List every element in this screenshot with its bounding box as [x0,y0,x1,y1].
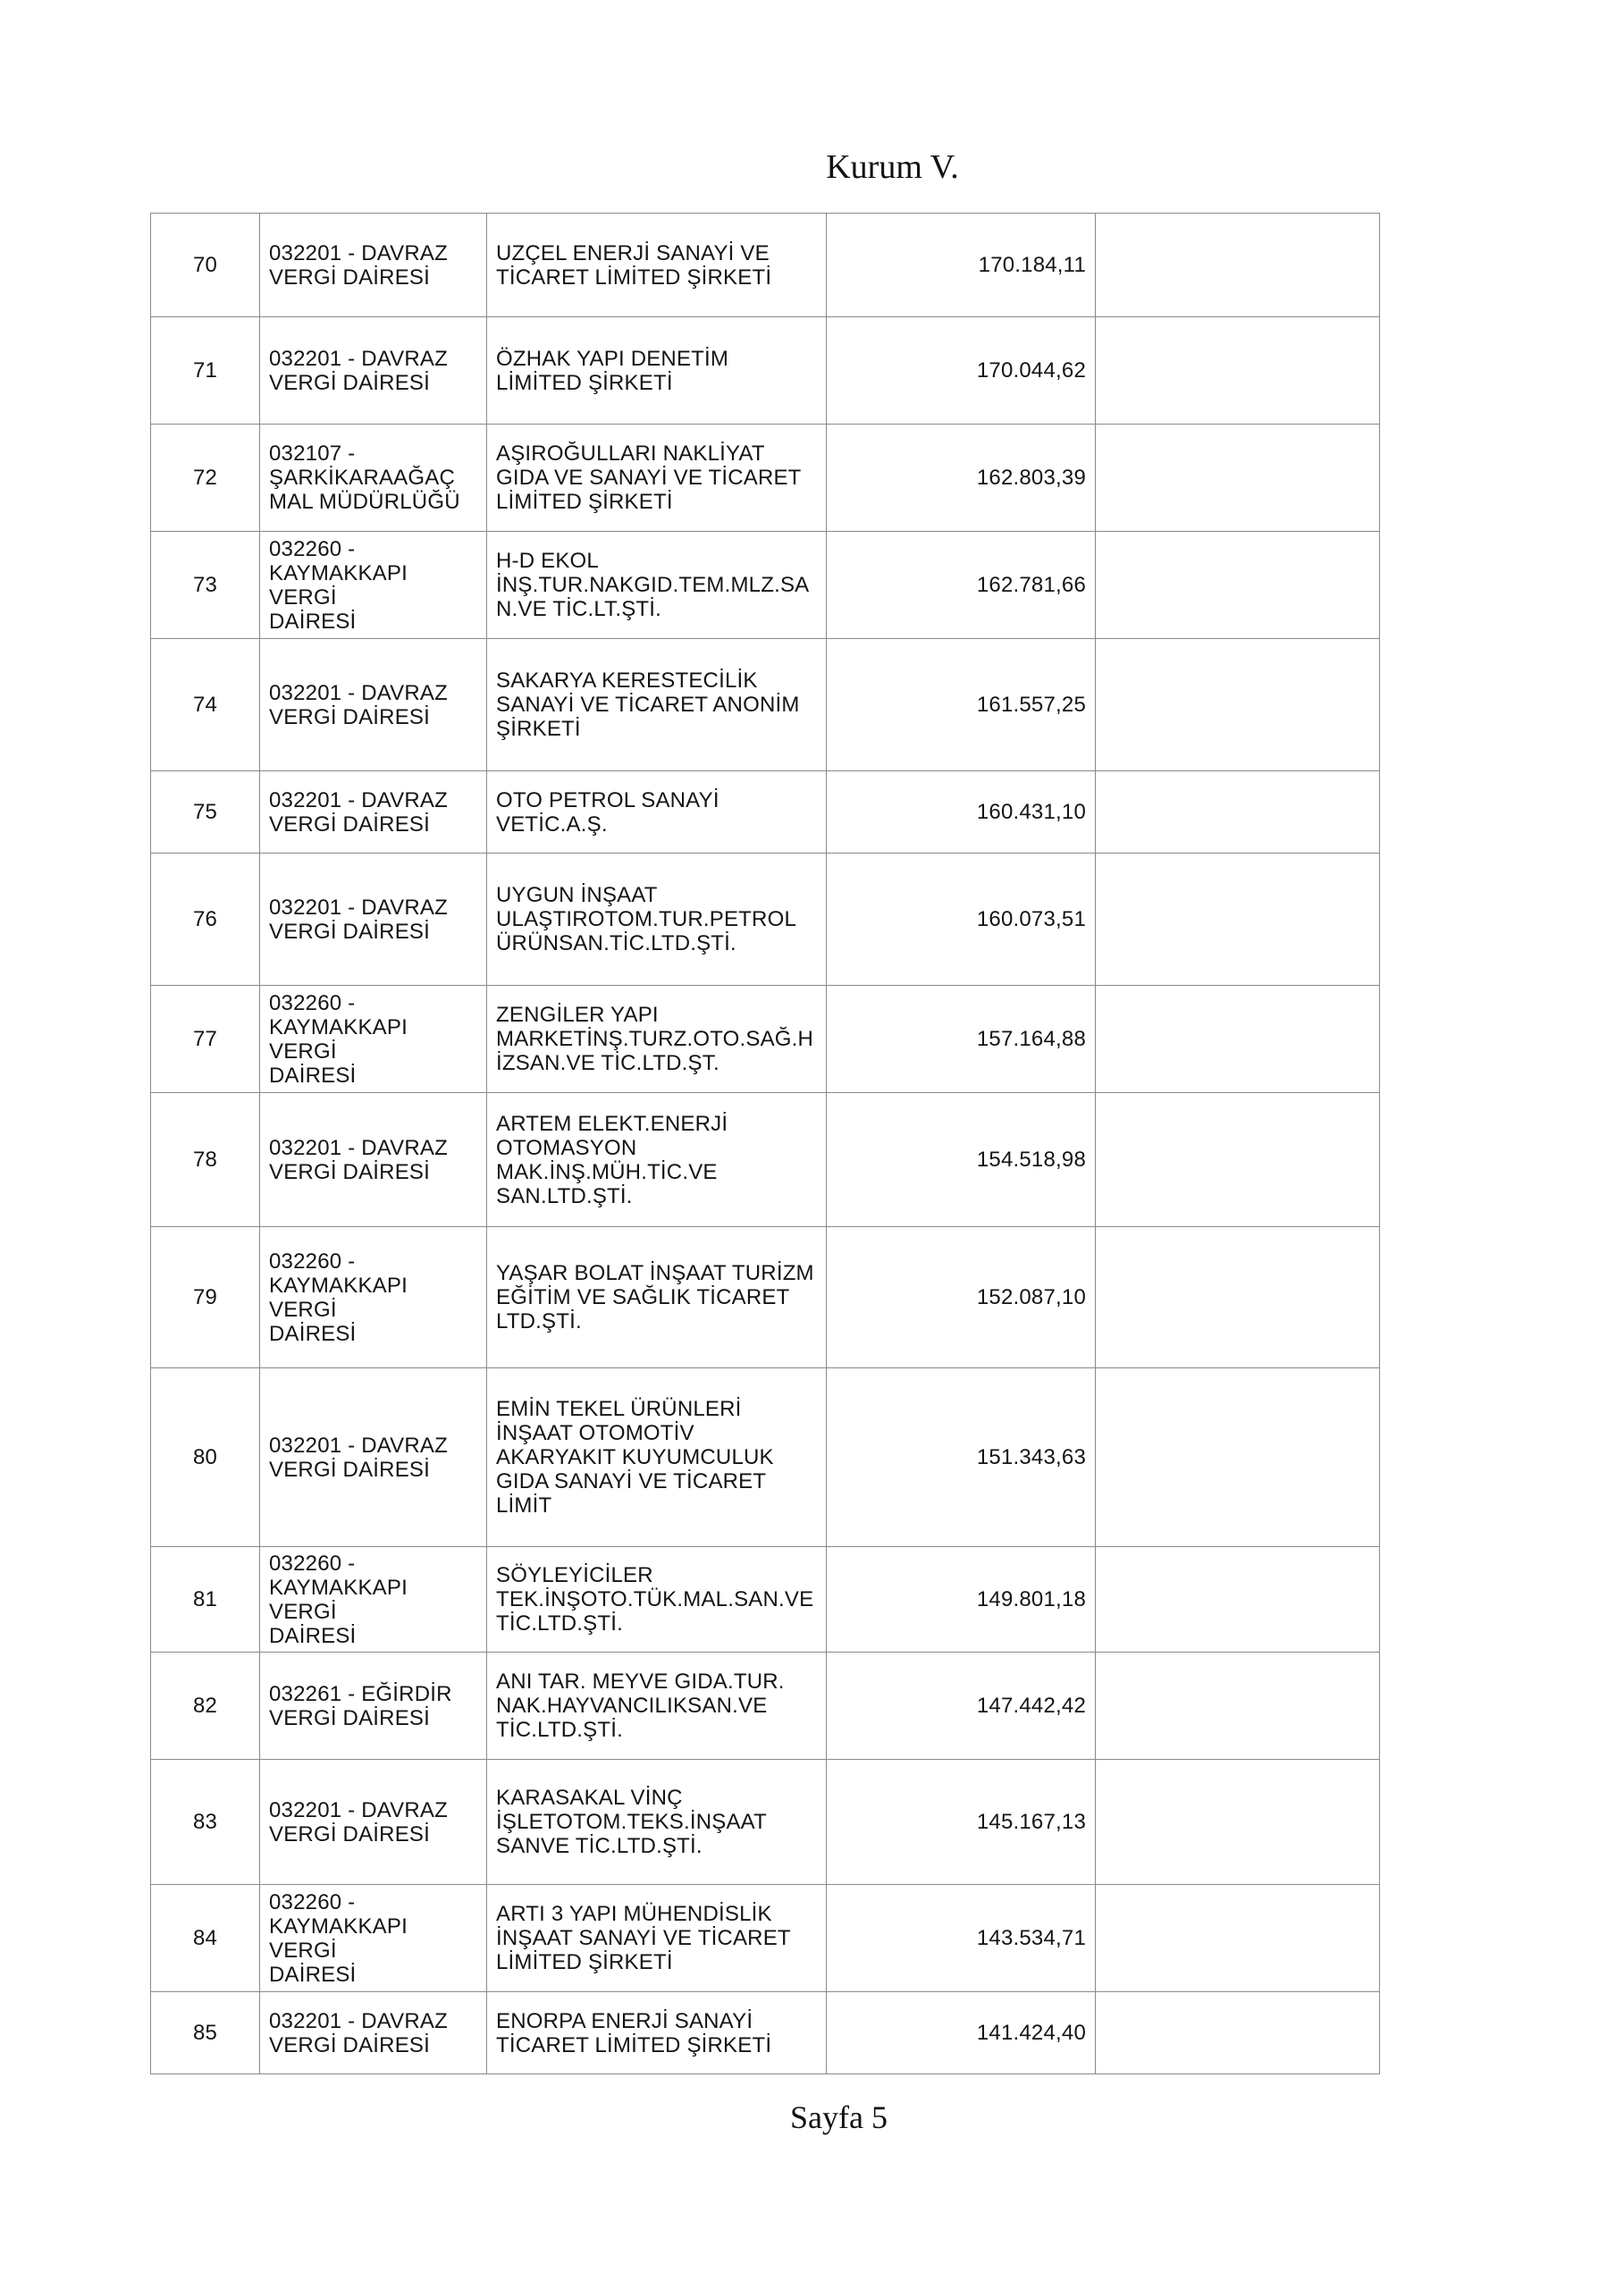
tax-office-line: 032261 - EĞİRDİR [269,1681,452,1706]
amount-cell: 141.424,40 [827,1992,1096,2074]
company-name-line: İNŞ.TUR.NAKGID.TEM.MLZ.SA [496,573,810,597]
company-name-cell [487,214,827,317]
page-footer [0,2099,1624,2136]
tax-office-line: 032260 - [269,1249,356,1274]
company-name-line: ULAŞTIROTOM.TUR.PETROL [496,907,796,931]
table-row [151,986,1380,1093]
tax-office-cell [260,1992,487,2074]
company-name-line: KARASAKAL VİNÇ [496,1786,683,1810]
table-row [151,854,1380,986]
tax-office-line: VERGİ DAİRESİ [269,1457,430,1482]
company-name-cell [487,1368,827,1547]
tax-office-cell [260,214,487,317]
table-row [151,1760,1380,1885]
company-name-line: SANAYİ VE TİCARET ANONİM [496,693,800,717]
table-row [151,214,1380,317]
row-number: 79 [151,1227,260,1368]
tax-office-cell [260,317,487,425]
tax-office-line: DAİRESİ [269,1623,357,1648]
tax-office-line: 032107 - [269,442,356,466]
tax-office-line: VERGİ DAİRESİ [269,919,430,944]
page-header [0,147,1624,187]
table-row [151,532,1380,639]
company-name-line: ŞİRKETİ [496,717,581,741]
tax-office-line: 032260 - [269,1551,356,1576]
tax-office-line: 032201 - DAVRAZ [269,787,448,812]
empty-cell [1096,771,1380,854]
company-name-line: MAK.İNŞ.MÜH.TİC.VE [496,1159,718,1184]
tax-office-line: DAİRESİ [269,1321,357,1346]
company-name-cell [487,532,827,639]
records-body [151,214,1380,2074]
table-row [151,1992,1380,2074]
empty-cell [1096,1885,1380,1992]
tax-office-cell [260,1093,487,1227]
table-row [151,1368,1380,1547]
amount-cell: 147.442,42 [827,1653,1096,1760]
tax-office-line: KAYMAKKAPI VERGİ [269,560,408,610]
company-name-line: AŞIROĞULLARI NAKLİYAT [496,442,765,466]
amount-cell: 145.167,13 [827,1760,1096,1885]
company-name-line: OTOMASYON [496,1135,637,1160]
row-number: 71 [151,317,260,425]
amount-cell: 160.073,51 [827,854,1096,986]
company-name-line: TİC.LTD.ŞTİ. [496,1718,623,1742]
company-name-line: H-D EKOL [496,549,599,573]
tax-office-line: 032201 - DAVRAZ [269,1433,448,1458]
company-name-cell [487,317,827,425]
tax-office-cell [260,425,487,532]
amount-cell: 154.518,98 [827,1093,1096,1227]
row-number: 81 [151,1547,260,1653]
empty-cell [1096,1653,1380,1760]
company-name-line: UYGUN İNŞAAT [496,883,658,907]
row-number: 78 [151,1093,260,1227]
tax-office-line: VERGİ DAİRESİ [269,1705,430,1730]
company-name-line: SANVE TİC.LTD.ŞTİ. [496,1834,703,1858]
empty-cell [1096,1093,1380,1227]
tax-office-line: VERGİ DAİRESİ [269,1159,430,1184]
row-number: 77 [151,986,260,1093]
company-name-line: TİC.LTD.ŞTİ. [496,1611,623,1636]
company-name-line: NAK.HAYVANCILIKSAN.VE [496,1694,768,1718]
empty-cell [1096,1368,1380,1547]
tax-office-line: VERGİ DAİRESİ [269,704,430,729]
table-row [151,425,1380,532]
table-row [151,1653,1380,1760]
empty-cell [1096,425,1380,532]
amount-cell: 157.164,88 [827,986,1096,1093]
company-name-line: İNŞAAT SANAYİ VE TİCARET [496,1926,791,1950]
empty-cell [1096,639,1380,771]
row-number: 70 [151,214,260,317]
row-number: 84 [151,1885,260,1992]
tax-office-line: DAİRESİ [269,1962,357,1987]
tax-office-line: KAYMAKKAPI VERGİ [269,1575,408,1624]
company-name-cell [487,1227,827,1368]
empty-cell [1096,532,1380,639]
company-name-cell [487,986,827,1093]
tax-office-line: KAYMAKKAPI VERGİ [269,1014,408,1064]
company-name-line: GIDA VE SANAYİ VE TİCARET [496,466,802,490]
tax-office-cell [260,1368,487,1547]
company-name-line: LTD.ŞTİ. [496,1309,582,1333]
tax-office-line: DAİRESİ [269,1063,357,1088]
tax-office-line: 032201 - DAVRAZ [269,895,448,920]
company-name-line: İNŞAAT OTOMOTİV [496,1421,694,1445]
company-name-line: SÖYLEYİCİLER [496,1563,653,1587]
tax-office-line: 032201 - DAVRAZ [269,2008,448,2033]
company-name-cell [487,1093,827,1227]
company-name-line: EĞİTİM VE SAĞLIK TİCARET [496,1285,790,1309]
row-number: 74 [151,639,260,771]
tax-office-cell [260,986,487,1093]
tax-office-cell [260,771,487,854]
tax-office-line: VERGİ DAİRESİ [269,1821,430,1846]
company-name-line: ÜRÜNSAN.TİC.LTD.ŞTİ. [496,931,736,955]
company-name-line: ENORPA ENERJİ SANAYİ [496,2008,753,2033]
empty-cell [1096,1227,1380,1368]
amount-cell: 161.557,25 [827,639,1096,771]
tax-office-cell [260,1227,487,1368]
tax-office-line: VERGİ DAİRESİ [269,370,430,395]
company-name-line: MARKETİNŞ.TURZ.OTO.SAĞ.H [496,1027,814,1051]
tax-office-line: VERGİ DAİRESİ [269,812,430,837]
records-table [150,213,1380,2074]
company-name-cell [487,771,827,854]
company-name-line: SAKARYA KERESTECİLİK [496,669,758,693]
tax-office-line: 032201 - DAVRAZ [269,346,448,371]
company-name-line: YAŞAR BOLAT İNŞAAT TURİZM [496,1261,814,1285]
tax-office-line: DAİRESİ [269,609,357,634]
company-name-line: TİCARET LİMİTED ŞİRKETİ [496,2032,772,2057]
empty-cell [1096,1992,1380,2074]
footer-page-number: Sayfa 5 [790,2099,888,2135]
row-number: 72 [151,425,260,532]
company-name-line: N.VE TİC.LT.ŞTİ. [496,597,662,621]
company-name-line: LİMİTED ŞİRKETİ [496,370,673,395]
company-name-line: LİMİTED ŞİRKETİ [496,1950,673,1974]
company-name-line: LİMİTED ŞİRKETİ [496,490,673,514]
company-name-line: ZENGİLER YAPI [496,1003,659,1027]
table-row [151,1093,1380,1227]
company-name-cell [487,854,827,986]
amount-cell: 170.044,62 [827,317,1096,425]
company-name-cell [487,425,827,532]
company-name-line: ANI TAR. MEYVE GIDA.TUR. [496,1670,785,1694]
company-name-line: SAN.LTD.ŞTİ. [496,1183,633,1208]
amount-cell: 151.343,63 [827,1368,1096,1547]
company-name-line: İZSAN.VE TİC.LTD.ŞT. [496,1051,719,1075]
table-row [151,771,1380,854]
company-name-cell [487,1760,827,1885]
empty-cell [1096,214,1380,317]
company-name-line: TEK.İNŞOTO.TÜK.MAL.SAN.VE [496,1587,814,1611]
company-name-cell [487,1992,827,2074]
company-name-line: EMİN TEKEL ÜRÜNLERİ [496,1397,742,1421]
empty-cell [1096,986,1380,1093]
tax-office-cell [260,1760,487,1885]
amount-cell: 162.781,66 [827,532,1096,639]
table-row [151,1227,1380,1368]
tax-office-line: 032201 - DAVRAZ [269,1135,448,1160]
amount-cell: 160.431,10 [827,771,1096,854]
tax-office-line: MAL MÜDÜRLÜĞÜ [269,490,460,514]
row-number: 82 [151,1653,260,1760]
tax-office-line: ŞARKİKARAAĞAÇ [269,466,455,490]
tax-office-line: 032260 - [269,990,356,1015]
tax-office-line: KAYMAKKAPI VERGİ [269,1914,408,1963]
amount-cell: 149.801,18 [827,1547,1096,1653]
amount-cell: 143.534,71 [827,1885,1096,1992]
table-row [151,1547,1380,1653]
company-name-cell [487,1653,827,1760]
company-name-line: VETİC.A.Ş. [496,812,608,837]
header-title: Kurum V. [826,148,959,186]
amount-cell: 162.803,39 [827,425,1096,532]
tax-office-cell [260,532,487,639]
row-number: 83 [151,1760,260,1885]
row-number: 80 [151,1368,260,1547]
tax-office-line: 032260 - [269,1889,356,1914]
tax-office-cell [260,1653,487,1760]
company-name-line: GIDA SANAYİ VE TİCARET [496,1469,767,1493]
amount-cell: 152.087,10 [827,1227,1096,1368]
empty-cell [1096,1547,1380,1653]
empty-cell [1096,317,1380,425]
empty-cell [1096,854,1380,986]
tax-office-line: 032260 - [269,536,356,561]
empty-cell [1096,1760,1380,1885]
tax-office-cell [260,639,487,771]
company-name-line: ÖZHAK YAPI DENETİM [496,346,729,371]
row-number: 85 [151,1992,260,2074]
tax-office-cell [260,854,487,986]
row-number: 75 [151,771,260,854]
company-name-cell [487,1885,827,1992]
company-name-line: UZÇEL ENERJİ SANAYİ VE [496,240,770,265]
row-number: 76 [151,854,260,986]
company-name-line: ARTEM ELEKT.ENERJİ [496,1111,728,1136]
company-name-line: OTO PETROL SANAYİ [496,787,719,812]
tax-office-line: KAYMAKKAPI VERGİ [269,1273,408,1322]
tax-office-line: 032201 - DAVRAZ [269,680,448,705]
tax-office-line: VERGİ DAİRESİ [269,2032,430,2057]
company-name-cell [487,1547,827,1653]
company-name-line: LİMİT [496,1493,552,1518]
tax-office-cell [260,1885,487,1992]
tax-office-line: 032201 - DAVRAZ [269,1797,448,1822]
company-name-line: ARTI 3 YAPI MÜHENDİSLİK [496,1902,772,1926]
company-name-line: İŞLETOTOM.TEKS.İNŞAAT [496,1810,767,1834]
table-row [151,317,1380,425]
table-row [151,639,1380,771]
tax-office-line: 032201 - DAVRAZ [269,240,448,265]
row-number: 73 [151,532,260,639]
company-name-cell [487,639,827,771]
tax-office-line: VERGİ DAİRESİ [269,265,430,290]
tax-office-cell [260,1547,487,1653]
table-row [151,1885,1380,1992]
company-name-line: TİCARET LİMİTED ŞİRKETİ [496,265,772,290]
company-name-line: AKARYAKIT KUYUMCULUK [496,1445,774,1469]
amount-cell: 170.184,11 [827,214,1096,317]
